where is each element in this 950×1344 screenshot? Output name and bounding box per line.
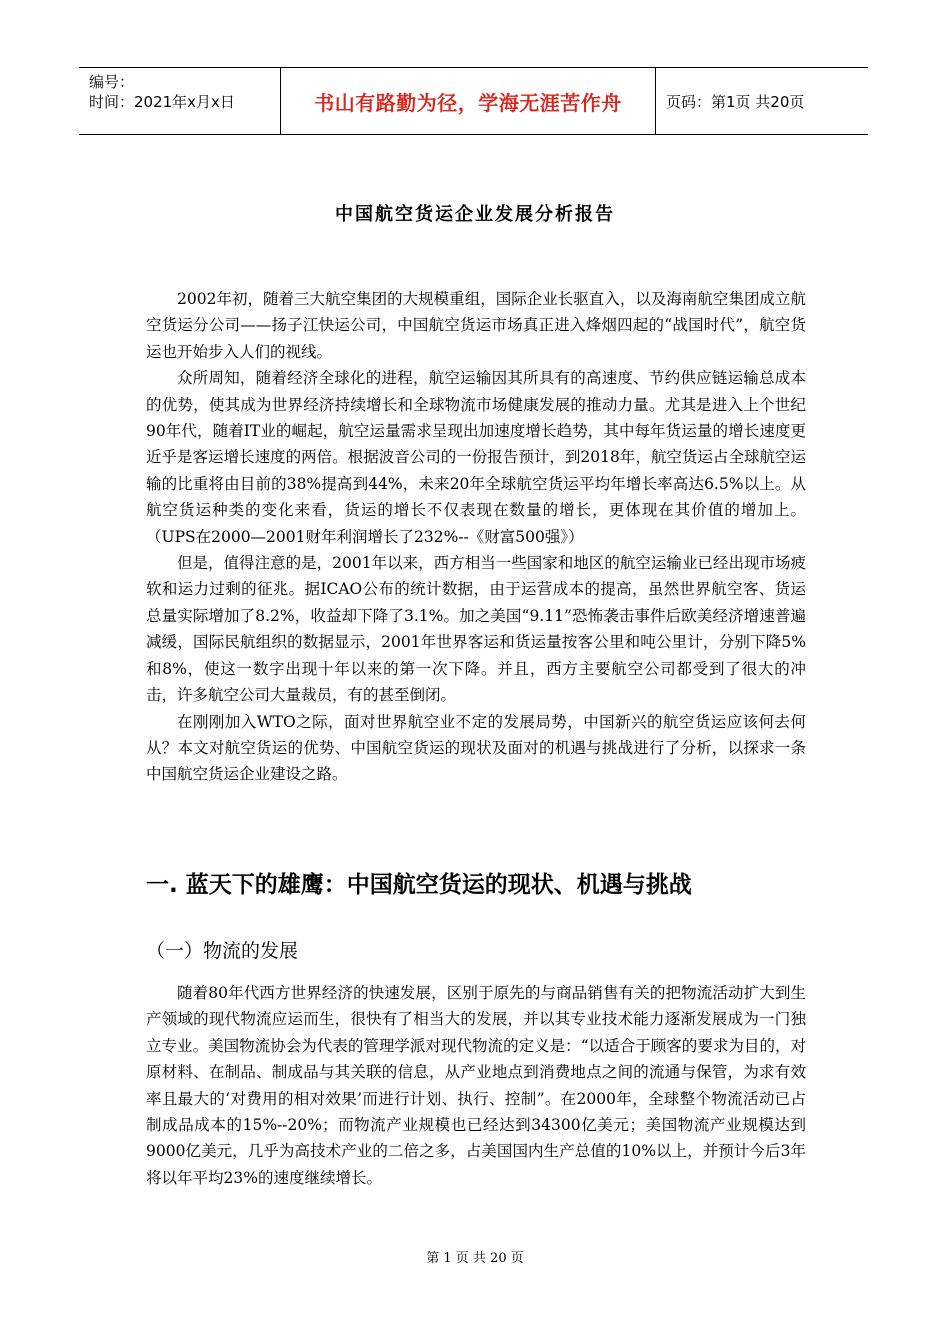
heading-level-2: （一）物流的发展 bbox=[146, 940, 299, 962]
intro-paragraph-1: 2002年初，随着三大航空集团的大规模重组，国际企业长驱直入，以及海南航空集团成立航空货运分公司——扬子江快运公司，中国航空货运市场真正进入烽烟四起的“战国时代”，航空货运也开始步入人们的视线。 bbox=[146, 290, 806, 361]
page-footer: 第 1 页 共 20 页 bbox=[426, 1251, 524, 1266]
page-info: 页码：第1页 共20页 bbox=[666, 92, 805, 111]
motto-text: 书山有路勤为径，学海无涯苦作舟 bbox=[314, 90, 622, 115]
intro-paragraph-4: 在刚刚加入WTO之际，面对世界航空业不定的发展局势，中国新兴的航空货运应该何去何从？本文对航空货运的优势、中国航空货运的现状及面对的机遇与挑战进行了分析，以探求一条中国航空货运企业建设之路。 bbox=[146, 712, 806, 784]
document-title: 中国航空货运企业发展分析报告 bbox=[335, 204, 615, 225]
heading-level-1: 一. 蓝天下的雄鹰：中国航空货运的现状、机遇与挑战 bbox=[146, 872, 692, 898]
section1-paragraph-1: 随着80年代西方世界经济的快速发展，区别于原先的与商品销售有关的把物流活动扩大到生产领域的现代物流应运而生，很快有了相当大的发展，并以其专业技术能力逐渐发展成为一门独立专业。美国物流协会为代表的管理学派对现代物流的定义是：“以适合于顾客的要求为目的，对原材料、在制品、制成品与其关联的信息，从产业地点到消费地点之间的流通与保管，为求有效率且最大的‘对费用的相对效果’而进行计划、执行、控制”。在2000年，全球整个物流活动已占制成品成本的15%--20%；而物流产业规模也已经达到34300亿美元；美国物流产业规模达到9000亿美元，几乎为高技术产业的二倍之多，占美国国内生产总值的10%以上，并预计今后3年将以年平均23%的速度继续增长。 bbox=[146, 984, 806, 1187]
header-motto-cell bbox=[281, 68, 656, 134]
number-label: 编号： bbox=[89, 73, 135, 91]
intro-section bbox=[146, 286, 806, 788]
time-label: 时间：2021年x月x日 bbox=[89, 93, 235, 111]
header-left-cell bbox=[79, 68, 281, 134]
header-page-cell bbox=[656, 68, 868, 134]
header-table bbox=[79, 67, 868, 135]
section1-body bbox=[146, 980, 806, 1191]
intro-paragraph-3: 但是，值得注意的是，2001年以来，西方相当一些国家和地区的航空运输业已经出现市场疲软和运力过剩的征兆。据ICAO公布的统计数据，由于运营成本的提高，虽然世界航空客、货运总量实际增加了8.2%，收益却下降了3.1%。加之美国“9.11”恐怖袭击事件后欧美经济增速普遍减缓，国际民航组织的数据显示，2001年世界客运和货运量按客公里和吨公里计，分别下降5%和8%，使这一数字出现十年以来的第一次下降。并且，西方主要航空公司都受到了很大的冲击，许多航空公司大量裁员，有的甚至倒闭。 bbox=[146, 554, 806, 705]
intro-paragraph-2: 众所周知，随着经济全球化的进程，航空运输因其所具有的高速度、节约供应链运输总成本的优势，使其成为世界经济持续增长和全球物流市场健康发展的推动力量。尤其是进入上个世纪90年代，随着IT业的崛起，航空运量需求呈现出加速度增长趋势，其中每年货运量的增长速度更近乎是客运增长速度的两倍。根据波音公司的一份报告预计，到2018年，航空货运占全球航空运输的比重将由目前的38%提高到44%，未来20年全球航空货运平均年增长率高达6.5%以上。从航空货运种类的变化来看，货运的增长不仅表现在数量的增长，更体现在其价值的增加上。（UPS在2000—2001财年利润增长了232%--《财富500强》） bbox=[146, 369, 806, 546]
